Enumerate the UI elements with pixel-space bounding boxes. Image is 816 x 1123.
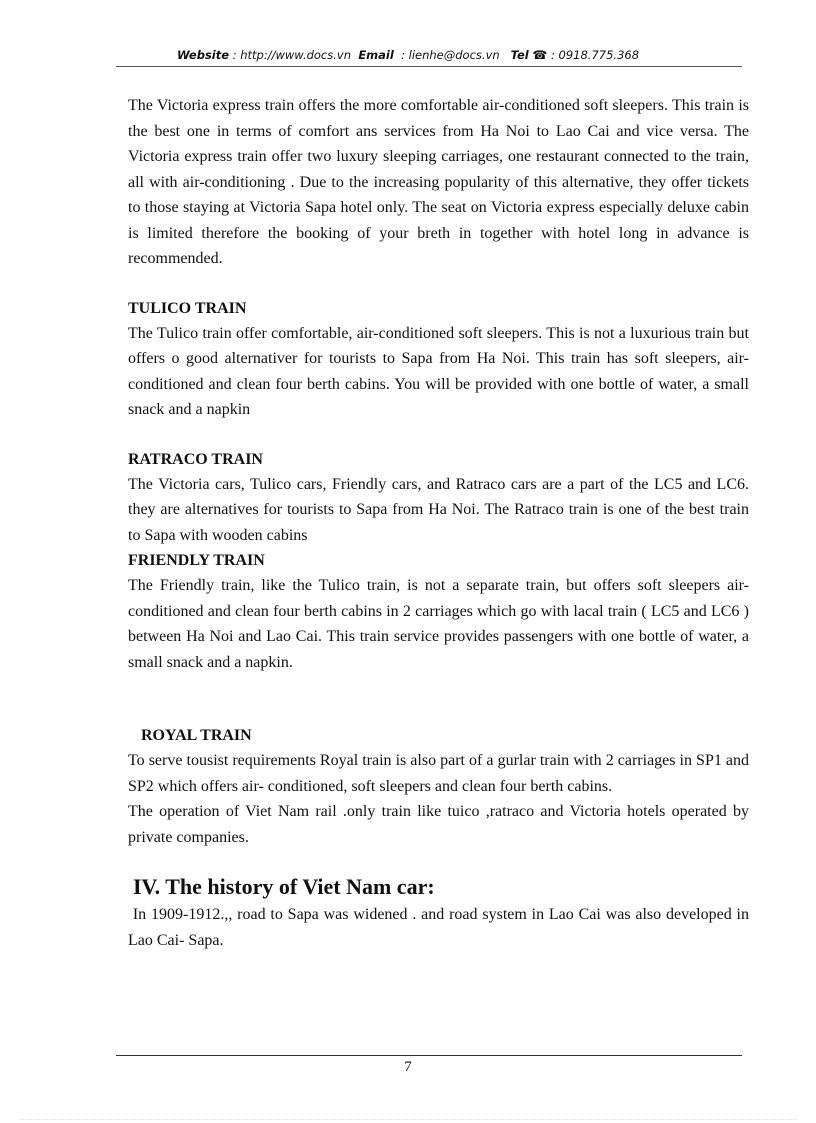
email-value: : lienhe@docs.vn xyxy=(401,48,500,62)
page-header xyxy=(0,48,816,62)
royal-heading: ROYAL TRAIN xyxy=(141,727,252,744)
header-divider xyxy=(116,66,742,67)
tel-value: : 0918.775.368 xyxy=(551,48,640,62)
ratraco-heading: RATRACO TRAIN xyxy=(128,450,263,468)
tel-label: Tel xyxy=(510,48,529,62)
email-label: Email xyxy=(358,48,394,62)
tulico-heading: TULICO TRAIN xyxy=(128,299,247,317)
page-edge-dots xyxy=(20,1119,796,1120)
phone-icon: ☎ xyxy=(532,48,548,62)
tulico-paragraph: The Tulico train offer comfortable, air-conditioned soft sleepers. This is not a luxurious train but offers o good alternativer for tourists to Sapa from Ha Noi. This train has soft sleepers, air- conditioned and clean four berth cabins. You will be provided with one bottle of water, a small snack and a napkin xyxy=(128,324,749,418)
ratraco-paragraph: The Victoria cars, Tulico cars, Friendly cars, and Ratraco cars are a part of the LC5 and LC6. they are alternatives for tourists to Sapa from Ha Noi. The Ratraco train is one of the best train to Sapa with wooden cabins xyxy=(128,475,749,544)
history-heading: IV. The history of Viet Nam car: xyxy=(133,874,435,899)
history-paragraph: In 1909-1912.,, road to Sapa was widened . and road system in Lao Cai was also developed in Lao Cai- Sapa. xyxy=(128,906,749,949)
footer-divider xyxy=(116,1055,742,1056)
friendly-paragraph: The Friendly train, like the Tulico train, is not a separate train, but offers soft sleepers air- conditioned and clean four berth cabins in 2 carriages which go with lacal train ( LC5 and LC6 ) between Ha Noi and Lao Cai. This train service provides passengers with one bottle of water, a small snack and a napkin. xyxy=(128,577,749,671)
intro-paragraph: The Victoria express train offers the more comfortable air-conditioned soft sleepers. This train is the best one in terms of comfort ans services from Ha Noi to Lao Cai and vice versa. The Victoria express train offer two luxury sleeping carriages, one restaurant connected to the train, all with air-conditioning . Due to the increasing popularity of this alternative, they offer tickets to those staying at Victoria Sapa hotel only. The seat on Victoria express especially deluxe cabin is limited therefore the booking of your breth in together with hotel long in advance is recommended. xyxy=(128,97,749,267)
page-body xyxy=(128,93,749,953)
website-label: Website xyxy=(176,48,230,62)
royal-paragraph: To serve tousist requirements Royal train is also part of a gurlar train with 2 carriages in SP1 and SP2 which offers air- conditioned, soft sleepers and clean four berth cabins. xyxy=(128,752,749,795)
page-number: 7 xyxy=(404,1059,412,1075)
operation-paragraph: The operation of Viet Nam rail .only train like tuico ,ratraco and Victoria hotels operated by private companies. xyxy=(128,803,749,846)
friendly-heading: FRIENDLY TRAIN xyxy=(128,552,265,569)
website-value: : http://www.docs.vn xyxy=(232,48,351,62)
